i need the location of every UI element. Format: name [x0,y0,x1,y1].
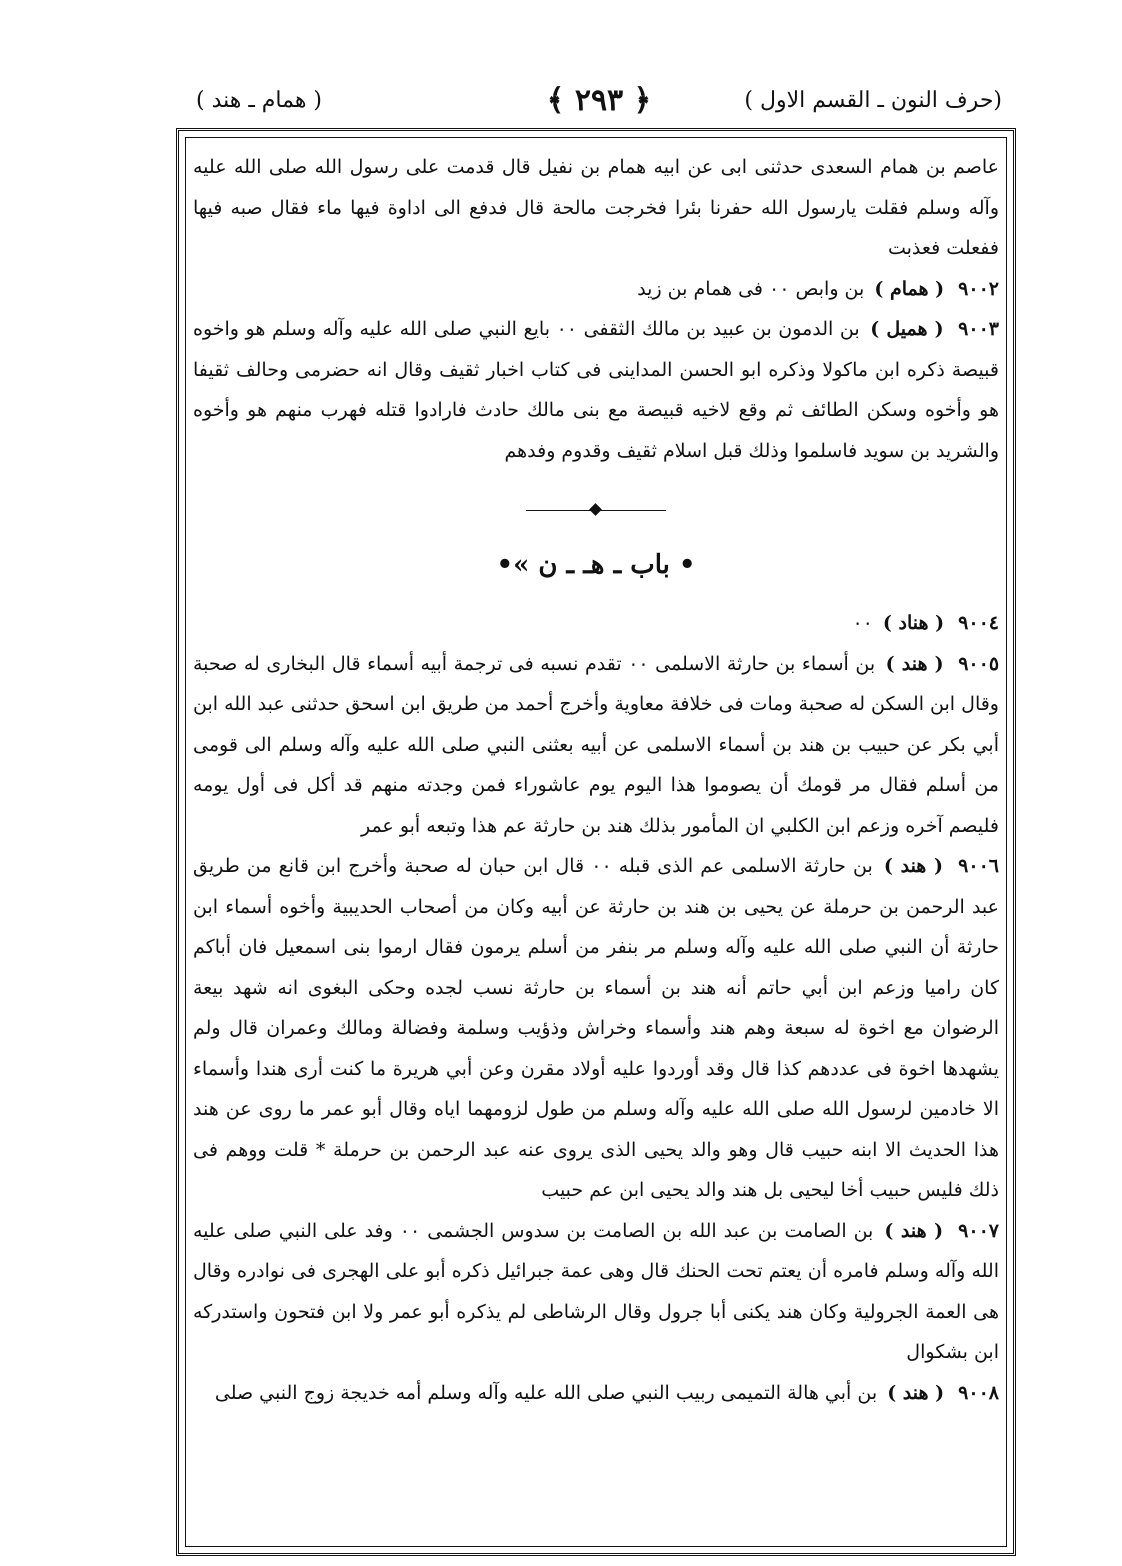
entry-number: ٩٠٠٤ [958,612,999,634]
entry-continuation [193,147,999,269]
entry-text: بن الصامت بن عبد الله بن الصامت بن سدوس الجشمى ٠٠ وفد على النبي صلى عليه الله وآله وسلم فامره أن يعتم تحت الحنك قال وهى عمة جبرائيل ذكره أبو على الهجرى فى نوادره وقال هى العمة الجرولية وكان هند يكنى أبا جرول وقال الرشاطى لم يذكره أبو عمر ولا ابن فتحون واستدركه ابن بشكوال [193,1219,999,1363]
entry-name: ( هناد ) [882,612,945,634]
entry-number: ٩٠٠٦ [958,855,999,877]
page-number: ﴿ ٢٩٣ ﴾ [546,83,652,118]
entry-text: بن أسماء بن حارثة الاسلمى ٠٠ تقدم نسبه فى ترجمة أبيه أسماء قال البخارى له صحبة وقال ابن السكن له صحبة ومات فى خلافة معاوية وأخرج أحمد من طريق ابن اسحق حدثنى عبد الله ابن أبي بكر عن حبيب بن هند بن أسماء الاسلمى عن أبيه بعثنى النبي صلى الله عليه وآله وسلم الى قومى من أسلم فقال مر قومك أن يصوموا هذا اليوم يوم عاشوراء فمن وجدته منهم قد أكل فى أول يومه فليصم آخره وزعم ابن الكلبي ان المأمور بذلك هند بن حارثة عم هذا وتبعه أبو عمر [193,652,999,837]
entry-text: بن الدمون بن عبيد بن مالك الثقفى ٠٠ بايع النبي صلى الله عليه وآله وسلم هو واخوه قبيصة ذكره ابن ماكولا وذكره ابو الحسن المداينى فى كتاب اخبار ثقيف وقال انه حضرمى وحالف ثقيفا هو وأخوه وسكن الطائف ثم وقع لاخيه قبيصة مع بنى مالك حادث فارادوا قتله فهرب منهم هو وأخوه والشريد بن سويد فاسلموا وذلك قبل اسلام ثقيف وقدوم وفدهم [193,318,999,462]
entry [193,269,999,310]
entry-name: ( هند ) [883,855,944,877]
entry-number: ٩٠٠٧ [958,1219,999,1242]
entry-number: ٩٠٠٨ [958,1381,999,1404]
entry [193,603,999,644]
entry [193,1211,999,1373]
entry-text: ٠٠ [852,612,873,634]
page-header [196,78,1002,124]
entry-number: ٩٠٠٢ [958,277,999,300]
entry-name: ( همام ) [874,277,945,300]
entry [193,309,999,471]
entry [193,1373,999,1414]
page-frame [176,128,1016,1556]
entry-text: عاصم بن همام السعدى حدثنى ابى عن ابيه همام بن نفيل قال قدمت على رسول الله صلى الله عليه وآله وسلم فقلت يارسول الله حفرنا بئرا فخرجت مالحة قال فدفع الى اداوة فيها ماء فقال صبه فيها ففعلت فعذبت [193,156,999,259]
entry [193,846,999,1211]
entry-name: ( هند ) [884,1219,944,1242]
entry-name: ( هميل ) [870,318,944,340]
chapter-heading: • باب ـ هـ ـ ن »• [496,550,696,580]
header-section-title: (حرف النون ـ القسم الاول ) [744,88,1002,113]
page-content [193,147,999,1547]
entry-text: بن أبي هالة التميمى ربيب النبي صلى الله عليه وآله وسلم أمه خديجة زوج النبي صلى [214,1381,878,1404]
entry-text: بن حارثة الاسلمى عم الذى قبله ٠٠ قال ابن حبان له صحبة وأخرج ابن قانع من طريق عبد الرحمن بن حرملة عن يحيى بن هند بن حارثة عن أبيه وكان من أصحاب الحديبية وأخوه أسماء ابن حارثة أن النبي صلى الله عليه وآله وسلم مر بنفر من أسلم يرمون فقال ارموا بنى اسمعيل فان أباكم كان راميا وزعم ابن أبي حاتم أنه هند بن أسماء بن حارثة نسب لجده وحكى البغوى انه شهد بيعة الرضوان مع اخوة له سبعة وهم هند وأسماء وخراش وذؤيب وسلمة وفضالة ومالك وعمران قال ولم يشهدها اخوة فى عددهم كذا قال وقد أوردوا عليه أولاد مقرن وعن أبي هريرة ما كنت أرى هندا وأسماء الا خادمين لرسول الله صلى الله عليه وآله وسلم من طول لزومهما اياه وقال أبو عمر ما روى عن هند هذا الحديث الا ابنه حبيب قال وهو والد يحيى الذى يروى عنه عبد الرحمن بن حرملة * قلت ووهم فى ذلك فليس حبيب أخا ليحيى بل هند والد يحيى ابن عم حبيب [193,855,999,1201]
entry [193,644,999,847]
section-divider [193,483,999,539]
entry-number: ٩٠٠٣ [958,318,999,340]
entry-name: ( هند ) [885,652,944,675]
entry-name: ( هند ) [887,1381,945,1404]
entry-text: بن وابص ٠٠ فى همام بن زيد [637,277,865,300]
divider-diamond-icon [589,503,602,516]
header-entry-range: ( همام ـ هند ) [196,88,323,113]
entry-number: ٩٠٠٥ [958,652,1000,675]
